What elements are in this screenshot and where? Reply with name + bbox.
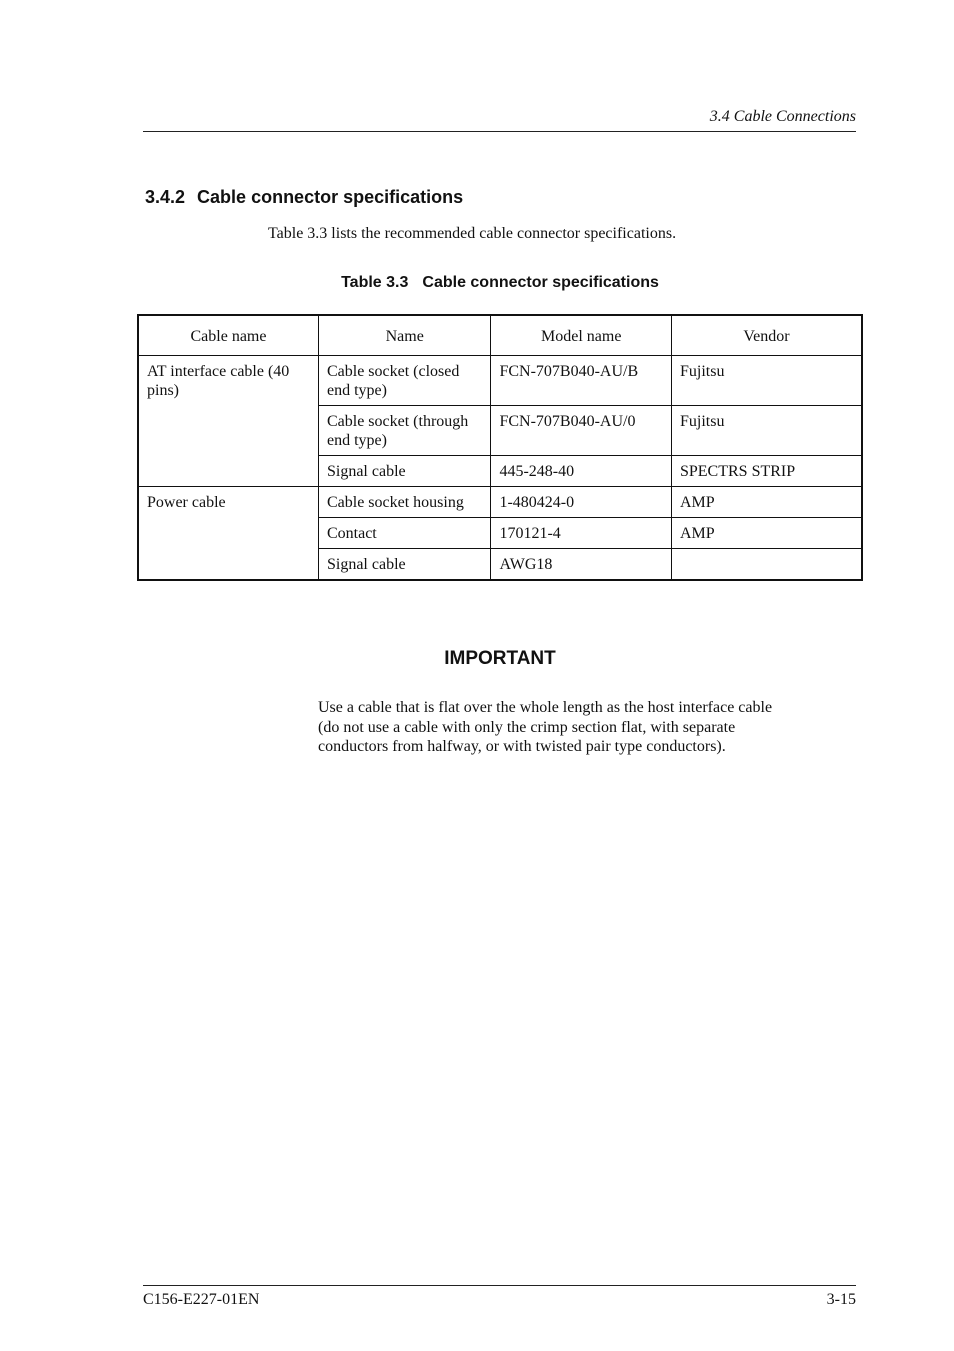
table-caption bbox=[0, 274, 954, 292]
header-rule bbox=[143, 131, 856, 132]
model-cell: 445-248-40 bbox=[491, 456, 672, 487]
name-cell: Contact bbox=[318, 518, 491, 549]
table-caption-title: Cable connector specifications bbox=[422, 274, 659, 291]
table-caption-number: Table 3.3 bbox=[341, 274, 409, 291]
table-header-row bbox=[138, 315, 862, 356]
column-header: Cable name bbox=[138, 315, 318, 356]
model-cell: FCN-707B040-AU/0 bbox=[491, 406, 672, 456]
running-header: 3.4 Cable Connections bbox=[709, 108, 856, 125]
name-cell: Cable socket housing bbox=[318, 487, 491, 518]
intro-paragraph: Table 3.3 lists the recommended cable connector specifications. bbox=[268, 225, 677, 242]
footer-rule bbox=[143, 1285, 856, 1286]
table-row bbox=[138, 487, 862, 518]
model-cell: 170121-4 bbox=[491, 518, 672, 549]
name-cell: Signal cable bbox=[318, 549, 491, 581]
section-title bbox=[145, 187, 463, 208]
important-note: Use a cable that is flat over the whole length as the host interface cable (do not use a cable with only the crimp section flat, with separate conductors from halfway, or with twisted pair type conductors). bbox=[318, 699, 773, 756]
vendor-cell: SPECTRS STRIP bbox=[671, 456, 862, 487]
name-cell: Signal cable bbox=[318, 456, 491, 487]
vendor-cell bbox=[671, 549, 862, 581]
model-cell: AWG18 bbox=[491, 549, 672, 581]
cable-name-cell: AT interface cable (40 pins) bbox=[138, 356, 318, 487]
vendor-cell: Fujitsu bbox=[671, 406, 862, 456]
vendor-cell: Fujitsu bbox=[671, 356, 862, 406]
important-heading: IMPORTANT bbox=[444, 648, 556, 669]
section-title-text: Cable connector specifications bbox=[197, 187, 464, 207]
name-cell: Cable socket (through end type) bbox=[318, 406, 491, 456]
vendor-cell: AMP bbox=[671, 518, 862, 549]
document-id: C156-E227-01EN bbox=[143, 1291, 260, 1308]
model-cell: FCN-707B040-AU/B bbox=[491, 356, 672, 406]
name-cell: Cable socket (closed end type) bbox=[318, 356, 491, 406]
cable-connector-table bbox=[137, 314, 863, 581]
table-row bbox=[138, 356, 862, 406]
column-header: Model name bbox=[491, 315, 672, 356]
section-number: 3.4.2 bbox=[145, 187, 186, 207]
column-header: Name bbox=[318, 315, 491, 356]
vendor-cell: AMP bbox=[671, 487, 862, 518]
page-number: 3-15 bbox=[826, 1291, 856, 1308]
column-header: Vendor bbox=[671, 315, 862, 356]
model-cell: 1-480424-0 bbox=[491, 487, 672, 518]
cable-name-cell: Power cable bbox=[138, 487, 318, 581]
